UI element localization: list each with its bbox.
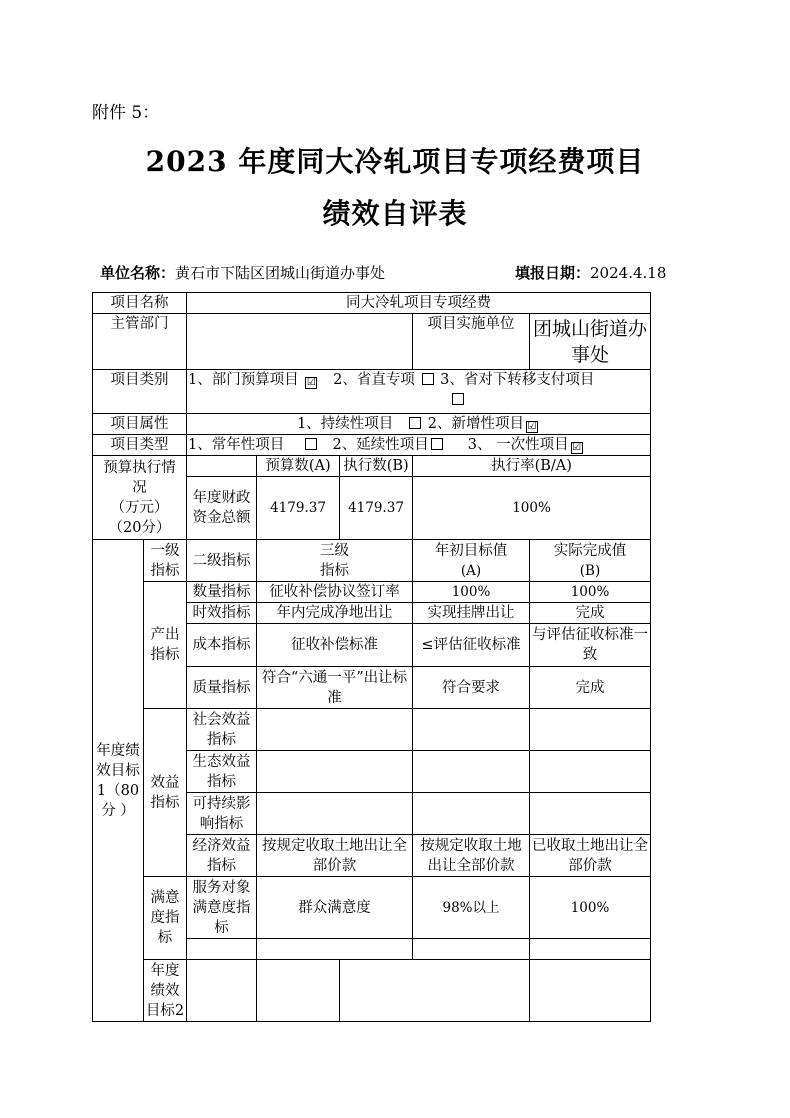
category-opt1: 1、部门预算项目	[188, 372, 299, 388]
table-row	[93, 877, 651, 939]
indicator-actual: 完成	[530, 603, 651, 624]
col-exec-header: 执行数(B)	[340, 456, 413, 477]
row-type	[93, 435, 651, 456]
indicator-l2: 服务对象满意度指标	[187, 877, 257, 939]
category-opt2: 2、省直专项	[333, 372, 415, 388]
checkbox-empty-icon[interactable]	[431, 438, 443, 450]
blank-cell	[530, 939, 651, 960]
checkbox-empty-icon[interactable]	[452, 393, 464, 405]
indicator-l2: 经济效益指标	[187, 835, 257, 877]
satisfaction-label: 满意度指标	[144, 877, 187, 960]
blank-cell	[340, 960, 530, 1022]
type-opt3: 3、 一次性项目	[467, 437, 569, 453]
type-label: 项目类型	[93, 435, 187, 456]
unit-info	[100, 262, 385, 283]
blank-cell	[413, 939, 530, 960]
type-options	[187, 435, 651, 456]
indicator-l3: 按规定收取土地出让全部价款	[257, 835, 413, 877]
attr-opt2: 2、新增性项目	[427, 416, 524, 432]
indicator-l2: 数量指标	[187, 582, 257, 603]
dept-value	[187, 314, 413, 370]
indicator-l3: 符合“六通一平”出让标准	[257, 667, 413, 709]
type-opt1: 1、常年性项目	[188, 437, 285, 453]
impl-label: 项目实施单位	[413, 314, 530, 370]
budget-row-label: 年度财政资金总额	[187, 477, 257, 540]
indicator-target	[413, 709, 530, 751]
attr-opt1: 1、持续性项目	[297, 416, 394, 432]
h-target: 年初目标值 (A)	[413, 540, 530, 582]
indicator-target: 实现挂牌出让	[413, 603, 530, 624]
indicator-l2: 可持续影响指标	[187, 793, 257, 835]
budget-label-line3: （万元）	[110, 499, 169, 516]
indicator-target: 100%	[413, 582, 530, 603]
exec-value: 4179.37	[340, 477, 413, 540]
budget-label-line2: 况	[132, 479, 147, 496]
row-goal-header	[93, 540, 651, 582]
indicator-actual	[530, 709, 651, 751]
row-category	[93, 370, 651, 414]
h-level3: 三级 指标	[257, 540, 413, 582]
indicator-target: 符合要求	[413, 667, 530, 709]
indicator-l3	[257, 709, 413, 751]
indicator-target: 按规定收取土地出让全部价款	[413, 835, 530, 877]
indicator-l3	[257, 751, 413, 793]
indicator-target: ≤评估征收标准	[413, 624, 530, 667]
indicator-l2: 时效指标	[187, 603, 257, 624]
date-info	[515, 262, 666, 283]
h-level1: 一级指标	[144, 540, 187, 582]
checkbox-checked-icon[interactable]: ☑	[572, 442, 582, 453]
type-opt2: 2、延续性项目	[332, 437, 429, 453]
indicator-l2: 社会效益指标	[187, 709, 257, 751]
date-value: 2024.4.18	[590, 264, 667, 282]
output-label: 产出指标	[144, 582, 187, 709]
rate-value: 100%	[413, 477, 651, 540]
indicator-l3: 征收补偿标准	[257, 624, 413, 667]
blank-cell	[257, 939, 413, 960]
indicator-actual: 已收取土地出让全部价款	[530, 835, 651, 877]
indicator-l2: 成本指标	[187, 624, 257, 667]
attr-options	[187, 414, 651, 435]
row-project-name	[93, 293, 651, 314]
row-department	[93, 314, 651, 370]
col-rate-header: 执行率(B/A)	[413, 456, 651, 477]
goal1-label: 年度绩效目标1（80 分 ）	[93, 540, 144, 1022]
h-actual: 实际完成值 (B)	[530, 540, 651, 582]
budget-label	[93, 456, 187, 540]
unit-label: 单位名称：	[100, 264, 176, 282]
row-budget-header	[93, 456, 651, 477]
checkbox-empty-icon[interactable]	[422, 373, 434, 385]
blank-cell	[187, 960, 257, 1022]
indicator-l3	[257, 793, 413, 835]
blank-cell	[257, 960, 340, 1022]
indicator-target	[413, 751, 530, 793]
category-options	[187, 370, 651, 414]
indicator-actual: 与评估征收标准一致	[530, 624, 651, 667]
indicator-target: 98%以上	[413, 877, 530, 939]
blank-cell	[187, 939, 257, 960]
project-name-label: 项目名称	[93, 293, 187, 314]
indicator-actual: 完成	[530, 667, 651, 709]
attachment-label: 附件 5：	[92, 103, 160, 123]
budget-label-line1: 预算执行情	[103, 459, 176, 476]
checkbox-empty-icon[interactable]	[305, 438, 317, 450]
indicator-target	[413, 793, 530, 835]
indicator-actual	[530, 751, 651, 793]
checkbox-checked-icon[interactable]: ☑	[527, 421, 537, 432]
goal2-label: 年度绩效目标2	[144, 960, 187, 1022]
budget-value: 4179.37	[257, 477, 340, 540]
table-row	[93, 582, 651, 603]
indicator-actual: 100%	[530, 582, 651, 603]
project-name-value: 同大冷轧项目专项经费	[187, 293, 651, 314]
evaluation-table	[92, 292, 651, 1022]
indicator-l2: 生态效益指标	[187, 751, 257, 793]
date-label: 填报日期：	[515, 264, 591, 282]
impl-value: 团城山街道办事处	[530, 314, 651, 370]
budget-blank	[187, 456, 257, 477]
row-attribute	[93, 414, 651, 435]
dept-label: 主管部门	[93, 314, 187, 370]
benefit-label: 效益指标	[144, 709, 187, 877]
budget-label-line4: （20分）	[108, 519, 171, 536]
attr-label: 项目属性	[93, 414, 187, 435]
h-level2: 二级指标	[187, 540, 257, 582]
table-row	[93, 709, 651, 751]
unit-value: 黄石市下陆区团城山街道办事处	[175, 264, 386, 282]
indicator-actual	[530, 793, 651, 835]
category-label: 项目类别	[93, 370, 187, 414]
indicator-l3: 群众满意度	[257, 877, 413, 939]
checkbox-checked-icon[interactable]: ☑	[306, 377, 316, 388]
indicator-l2: 质量指标	[187, 667, 257, 709]
col-budget-header: 预算数(A)	[257, 456, 340, 477]
page-subtitle: 绩效自评表	[322, 197, 468, 230]
row-goal2	[93, 960, 651, 1022]
checkbox-empty-icon[interactable]	[409, 417, 421, 429]
indicator-actual: 100%	[530, 877, 651, 939]
page-title: 2023 年度同大冷轧项目专项经费项目	[145, 145, 645, 178]
blank-cell	[530, 960, 651, 1022]
indicator-l3: 征收补偿协议签订率	[257, 582, 413, 603]
category-opt3: 3、省对下转移支付项目	[440, 372, 595, 388]
indicator-l3: 年内完成净地出让	[257, 603, 413, 624]
